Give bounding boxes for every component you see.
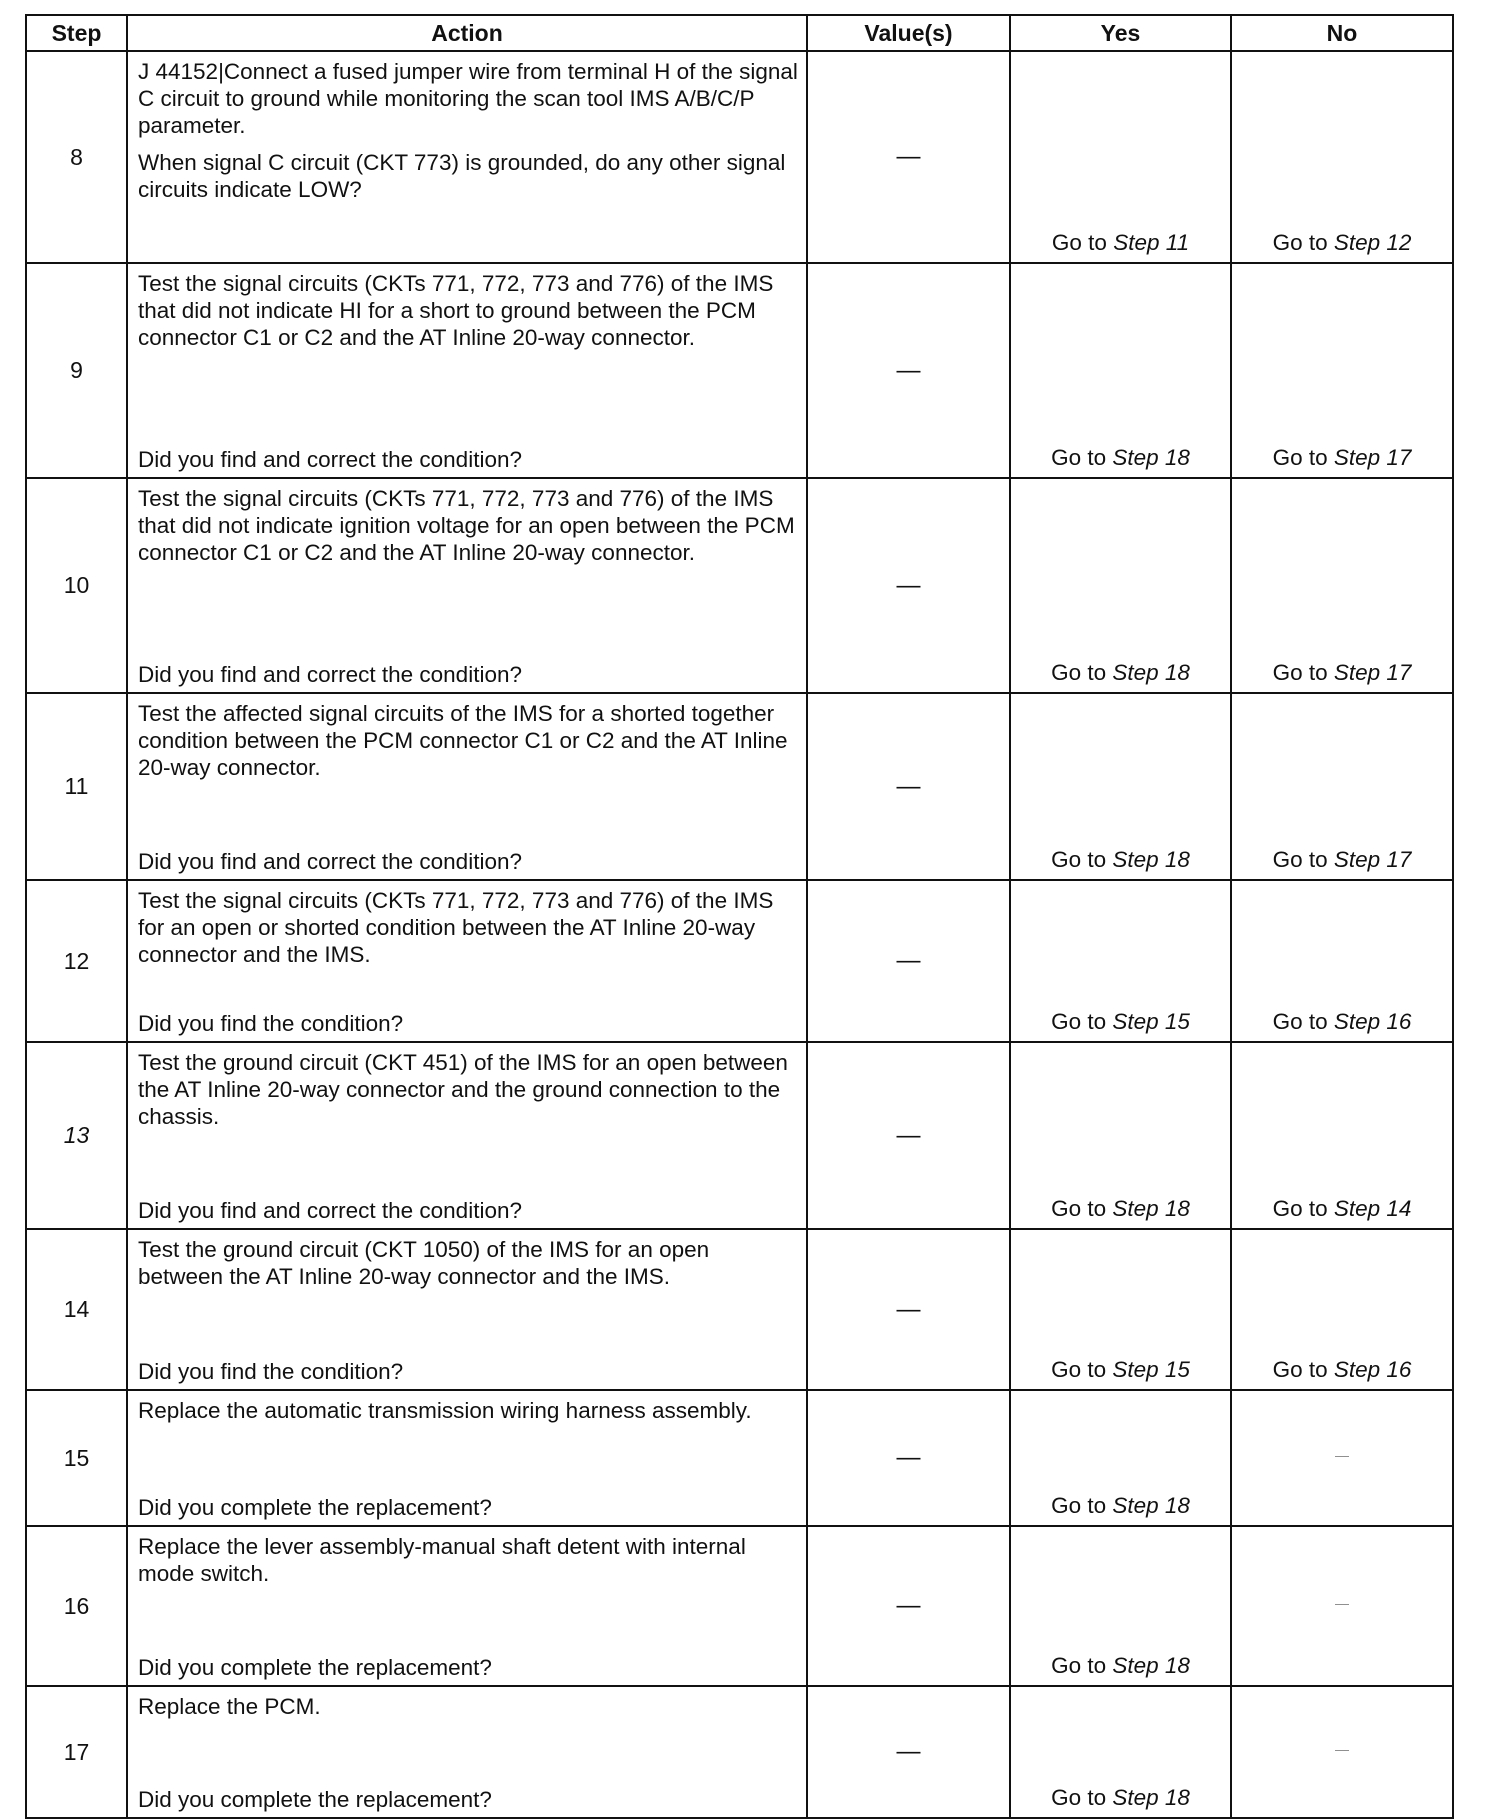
go-to-label: Go to bbox=[1272, 445, 1328, 470]
yes-cell bbox=[1010, 693, 1231, 880]
value-cell: — bbox=[807, 693, 1010, 880]
action-cell bbox=[127, 263, 807, 478]
action-question: Did you find and correct the condition? bbox=[138, 447, 522, 472]
header-values: Value(s) bbox=[807, 15, 1010, 51]
step-number: 14 bbox=[26, 1229, 127, 1390]
no-step-link[interactable]: Step 17 bbox=[1333, 847, 1412, 872]
header-action: Action bbox=[127, 15, 807, 51]
step-number: 10 bbox=[26, 478, 127, 693]
go-to-label: Go to bbox=[1051, 1493, 1107, 1518]
value-cell: — bbox=[807, 1526, 1010, 1686]
no-step-link[interactable]: Step 17 bbox=[1333, 445, 1412, 470]
header-step: Step bbox=[26, 15, 127, 51]
go-to-label: Go to bbox=[1051, 1196, 1107, 1221]
step-number: 9 bbox=[26, 263, 127, 478]
header-yes: Yes bbox=[1010, 15, 1231, 51]
yes-step-link[interactable]: Step 18 bbox=[1112, 1493, 1190, 1518]
step-number: 11 bbox=[26, 693, 127, 880]
value-cell: — bbox=[807, 1390, 1010, 1526]
no-cell bbox=[1231, 51, 1453, 263]
go-to-label: Go to bbox=[1051, 1785, 1107, 1810]
no-step-link[interactable]: Step 12 bbox=[1333, 230, 1412, 255]
action-text: Replace the lever assembly-manual shaft detent with internal mode switch. bbox=[138, 1534, 746, 1586]
yes-cell bbox=[1010, 263, 1231, 478]
no-cell bbox=[1231, 693, 1453, 880]
no-cell: — bbox=[1231, 1390, 1453, 1526]
action-question: Did you find and correct the condition? bbox=[138, 849, 522, 874]
action-question: Did you complete the replacement? bbox=[138, 1655, 492, 1680]
action-cell bbox=[127, 1229, 807, 1390]
step-number: 15 bbox=[26, 1390, 127, 1526]
yes-cell bbox=[1010, 478, 1231, 693]
action-cell bbox=[127, 1390, 807, 1526]
action-text bbox=[138, 58, 798, 139]
no-step-link[interactable]: Step 17 bbox=[1333, 660, 1412, 685]
table-row bbox=[26, 1229, 1453, 1390]
yes-cell bbox=[1010, 1686, 1231, 1818]
value-cell: — bbox=[807, 478, 1010, 693]
action-question: Did you find the condition? bbox=[138, 1359, 404, 1384]
yes-cell bbox=[1010, 1229, 1231, 1390]
yes-step-link[interactable]: Step 18 bbox=[1112, 1653, 1190, 1678]
go-to-label: Go to bbox=[1272, 660, 1328, 685]
yes-cell bbox=[1010, 1042, 1231, 1229]
action-question: Did you find and correct the condition? bbox=[138, 662, 522, 687]
step-number: 13 bbox=[26, 1042, 127, 1229]
value-cell: — bbox=[807, 1042, 1010, 1229]
no-cell bbox=[1231, 263, 1453, 478]
yes-step-link[interactable]: Step 15 bbox=[1112, 1357, 1190, 1382]
go-to-label: Go to bbox=[1272, 847, 1328, 872]
no-cell bbox=[1231, 1229, 1453, 1390]
action-text: Test the ground circuit (CKT 1050) of the IMS for an open between the AT Inline 20-way connector and the IMS. bbox=[138, 1237, 710, 1289]
no-step-link[interactable]: Step 14 bbox=[1333, 1196, 1412, 1221]
no-step-link[interactable]: Step 16 bbox=[1333, 1357, 1412, 1382]
step-number: 16 bbox=[26, 1526, 127, 1686]
diagnostic-table bbox=[25, 14, 1454, 1819]
action-text: Test the signal circuits (CKTs 771, 772, 773 and 776) of the IMS for an open or shorted condition between the AT Inline 20-way connector and the IMS. bbox=[138, 888, 774, 967]
table-row bbox=[26, 478, 1453, 693]
yes-cell bbox=[1010, 1526, 1231, 1686]
go-to-label: Go to bbox=[1051, 1357, 1107, 1382]
action-text: Replace the automatic transmission wiring harness assembly. bbox=[138, 1398, 752, 1423]
table-row bbox=[26, 880, 1453, 1042]
action-question: Did you complete the replacement? bbox=[138, 1787, 492, 1812]
yes-step-link[interactable]: Step 18 bbox=[1112, 445, 1190, 470]
table-row bbox=[26, 263, 1453, 478]
action-question: Did you find and correct the condition? bbox=[138, 1198, 522, 1223]
action-question: Did you complete the replacement? bbox=[138, 1495, 492, 1520]
no-cell: — bbox=[1231, 1526, 1453, 1686]
yes-step-link[interactable]: Step 11 bbox=[1113, 230, 1190, 255]
header-row bbox=[26, 15, 1453, 51]
no-cell bbox=[1231, 1042, 1453, 1229]
value-cell: — bbox=[807, 1229, 1010, 1390]
action-text: Replace the PCM. bbox=[138, 1694, 321, 1719]
value-cell: — bbox=[807, 1686, 1010, 1818]
table-row bbox=[26, 1686, 1453, 1818]
yes-cell bbox=[1010, 1390, 1231, 1526]
yes-cell bbox=[1010, 880, 1231, 1042]
action-cell bbox=[127, 478, 807, 693]
yes-step-link[interactable]: Step 18 bbox=[1112, 1196, 1190, 1221]
table-row bbox=[26, 1390, 1453, 1526]
go-to-label: Go to bbox=[1051, 445, 1107, 470]
header-no: No bbox=[1231, 15, 1453, 51]
no-cell bbox=[1231, 478, 1453, 693]
action-cell bbox=[127, 880, 807, 1042]
action-cell bbox=[127, 1042, 807, 1229]
yes-cell bbox=[1010, 51, 1231, 263]
step-number: 12 bbox=[26, 880, 127, 1042]
action-text-line-1: J 44152|Connect a fused jumper wire from terminal H of the bbox=[138, 59, 740, 84]
table-row bbox=[26, 51, 1453, 263]
action-cell bbox=[127, 1526, 807, 1686]
go-to-label: Go to bbox=[1272, 1196, 1328, 1221]
go-to-label: Go to bbox=[1272, 1009, 1328, 1034]
go-to-label: Go to bbox=[1051, 1009, 1107, 1034]
action-question: When signal C circuit (CKT 773) is grounded, do any other signal circuits indicate LOW? bbox=[138, 150, 786, 202]
yes-step-link[interactable]: Step 18 bbox=[1112, 1785, 1190, 1810]
action-text: Test the ground circuit (CKT 451) of the IMS for an open between the AT Inline 20-way connector and the ground connection to the chassis. bbox=[138, 1050, 788, 1129]
no-cell bbox=[1231, 880, 1453, 1042]
go-to-label: Go to bbox=[1051, 660, 1107, 685]
go-to-label: Go to bbox=[1051, 847, 1107, 872]
go-to-label: Go to bbox=[1051, 230, 1107, 255]
step-number: 17 bbox=[26, 1686, 127, 1818]
yes-step-link[interactable]: Step 15 bbox=[1112, 1009, 1190, 1034]
value-cell: — bbox=[807, 263, 1010, 478]
action-cell bbox=[127, 51, 807, 263]
action-cell bbox=[127, 1686, 807, 1818]
go-to-label: Go to bbox=[1272, 1357, 1328, 1382]
go-to-label: Go to bbox=[1051, 1653, 1107, 1678]
action-cell bbox=[127, 693, 807, 880]
action-text: Test the signal circuits (CKTs 771, 772, 773 and 776) of the IMS that did not indicate HI for a short to ground between the PCM connector C1 or C2 and the AT Inline 20-way connector. bbox=[138, 271, 774, 350]
table-row bbox=[26, 1042, 1453, 1229]
table-row bbox=[26, 693, 1453, 880]
action-text: Test the affected signal circuits of the IMS for a shorted together condition between the PCM connector C1 or C2 and the AT Inline 20-way connector. bbox=[138, 701, 788, 780]
step-number: 8 bbox=[26, 51, 127, 263]
yes-step-link[interactable]: Step 18 bbox=[1112, 660, 1190, 685]
value-cell: — bbox=[807, 880, 1010, 1042]
yes-step-link[interactable]: Step 18 bbox=[1112, 847, 1190, 872]
value-cell: — bbox=[807, 51, 1010, 263]
action-question: Did you find the condition? bbox=[138, 1011, 404, 1036]
action-text-line-2: signal C circuit to ground while monitoring the scan tool IMS A/B/C/P parameter. bbox=[138, 59, 798, 138]
no-cell: — bbox=[1231, 1686, 1453, 1818]
no-step-link[interactable]: Step 16 bbox=[1333, 1009, 1412, 1034]
table-row bbox=[26, 1526, 1453, 1686]
go-to-label: Go to bbox=[1272, 230, 1328, 255]
action-text: Test the signal circuits (CKTs 771, 772, 773 and 776) of the IMS that did not indicate ignition voltage for an open between the PCM connector C1 or C2 and the AT Inline 20-way connector. bbox=[138, 486, 795, 565]
